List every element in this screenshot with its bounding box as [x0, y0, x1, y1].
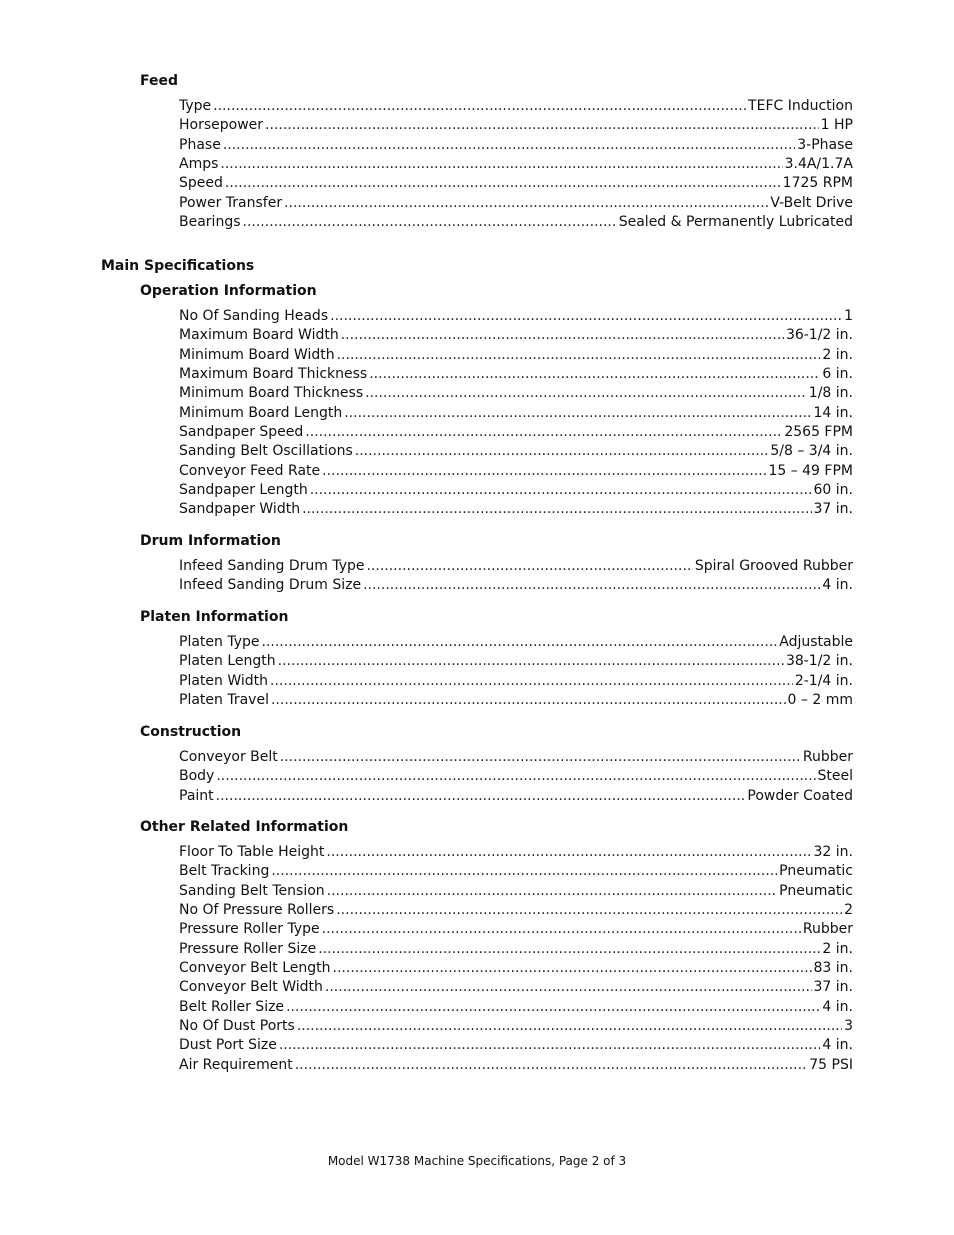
dot-leader	[336, 901, 842, 920]
dot-leader	[223, 136, 795, 155]
spec-label: Sandpaper Speed	[179, 424, 304, 441]
spec-value: Steel	[817, 768, 853, 785]
spec-row	[179, 901, 853, 920]
spec-label: Minimum Board Width	[179, 346, 335, 363]
spec-value: Adjustable	[779, 634, 853, 650]
spec-row	[179, 174, 853, 193]
spec-value: 2 in.	[822, 940, 853, 957]
dot-leader	[216, 787, 746, 806]
spec-label: Conveyor Belt Width	[179, 979, 323, 996]
dot-leader	[322, 920, 801, 939]
spec-label: Pressure Roller Size	[179, 940, 317, 957]
dot-leader	[325, 978, 812, 997]
spec-value: Rubber	[802, 921, 853, 938]
spec-value: 1/8 in.	[808, 385, 853, 402]
spec-row	[179, 136, 853, 155]
spec-label: Air Requirement	[179, 1056, 293, 1073]
dot-leader	[305, 423, 782, 442]
spec-row	[179, 748, 853, 767]
feed-spec-list	[179, 97, 853, 232]
spec-row	[179, 194, 853, 213]
dot-leader	[270, 672, 793, 691]
spec-label: Phase	[179, 136, 221, 153]
drum-spec-list	[179, 557, 853, 596]
spec-label: Infeed Sanding Drum Type	[179, 558, 365, 574]
dot-leader	[279, 1036, 821, 1055]
dot-leader	[344, 404, 811, 423]
dot-leader	[333, 959, 812, 978]
dot-leader	[297, 1017, 842, 1036]
spec-row	[179, 404, 853, 423]
spec-label: Bearings	[179, 214, 241, 231]
spec-value: 15 – 49 FPM	[768, 462, 853, 479]
spec-row	[179, 1036, 853, 1055]
spec-row	[179, 442, 853, 461]
spec-value: 60 in.	[813, 482, 853, 499]
dot-leader	[278, 652, 784, 671]
dot-leader	[318, 940, 820, 959]
spec-value: 83 in.	[813, 960, 853, 977]
spec-label: Minimum Board Length	[179, 404, 343, 421]
spec-value: 37 in.	[813, 501, 853, 518]
operation-spec-list	[179, 307, 853, 520]
dot-leader	[355, 442, 769, 461]
spec-label: Amps	[179, 156, 219, 173]
dot-leader	[302, 500, 811, 519]
spec-label: Conveyor Feed Rate	[179, 462, 321, 479]
spec-label: Platen Width	[179, 672, 269, 689]
spec-value: V-Belt Drive	[770, 194, 853, 211]
spec-label: Power Transfer	[179, 194, 283, 211]
dot-leader	[295, 1056, 808, 1075]
spec-value: 4 in.	[822, 998, 853, 1015]
spec-label: Sanding Belt Tension	[179, 882, 325, 899]
dot-leader	[341, 326, 784, 345]
spec-value: 14 in.	[813, 404, 853, 421]
dot-leader	[286, 998, 820, 1017]
spec-value: 2 in.	[822, 346, 853, 363]
platen-spec-list	[179, 633, 853, 710]
other-spec-list	[179, 843, 853, 1075]
spec-label: Paint	[179, 787, 214, 804]
spec-row	[179, 213, 853, 232]
spec-row	[179, 1017, 853, 1036]
spec-label: No Of Sanding Heads	[179, 308, 329, 324]
spec-value: Pneumatic	[779, 863, 853, 880]
spec-value: 3.4A/1.7A	[784, 156, 853, 173]
spec-row	[179, 633, 853, 652]
dot-leader	[216, 767, 815, 786]
dot-leader	[365, 384, 807, 403]
spec-row	[179, 843, 853, 862]
spec-label: Belt Tracking	[179, 863, 270, 880]
spec-label: Sandpaper Width	[179, 501, 301, 518]
spec-row	[179, 423, 853, 442]
spec-row	[179, 1056, 853, 1075]
spec-label: Maximum Board Width	[179, 327, 339, 344]
spec-row	[179, 346, 853, 365]
feed-heading: Feed	[140, 73, 179, 89]
spec-label: Platen Type	[179, 634, 260, 650]
dot-leader	[327, 882, 777, 901]
spec-value: 3	[844, 1018, 853, 1035]
dot-leader	[262, 633, 778, 652]
spec-row	[179, 672, 853, 691]
spec-row	[179, 500, 853, 519]
spec-label: Platen Length	[179, 653, 276, 670]
spec-value: 1	[844, 308, 853, 324]
spec-label: Sandpaper Length	[179, 482, 308, 499]
spec-value: 2	[844, 902, 853, 919]
spec-value: Rubber	[802, 749, 853, 765]
spec-row	[179, 97, 853, 116]
dot-leader	[330, 307, 842, 326]
dot-leader	[220, 155, 782, 174]
spec-value: 4 in.	[822, 577, 853, 594]
spec-label: No Of Pressure Rollers	[179, 902, 335, 919]
spec-value: Sealed & Permanently Lubricated	[618, 214, 853, 231]
spec-label: No Of Dust Ports	[179, 1018, 295, 1035]
dot-leader	[284, 194, 768, 213]
spec-label: Platen Travel	[179, 692, 269, 709]
dot-leader	[363, 576, 820, 595]
dot-leader	[271, 691, 786, 710]
spec-value: 32 in.	[813, 844, 853, 860]
spec-row	[179, 978, 853, 997]
spec-label: Belt Roller Size	[179, 998, 285, 1015]
spec-row	[179, 691, 853, 710]
spec-row	[179, 940, 853, 959]
spec-value: 6 in.	[822, 366, 853, 383]
spec-label: Conveyor Belt	[179, 749, 278, 765]
construction-heading: Construction	[140, 724, 242, 740]
spec-label: Body	[179, 768, 215, 785]
spec-row	[179, 384, 853, 403]
spec-row	[179, 652, 853, 671]
spec-row	[179, 557, 853, 576]
spec-row	[179, 155, 853, 174]
spec-row	[179, 862, 853, 881]
spec-value: 2565 FPM	[784, 424, 853, 441]
spec-label: Dust Port Size	[179, 1037, 277, 1054]
platen-information-heading: Platen Information	[140, 609, 289, 625]
spec-row	[179, 787, 853, 806]
other-related-information-heading: Other Related Information	[140, 819, 349, 835]
spec-label: Speed	[179, 175, 223, 192]
spec-value: 75 PSI	[809, 1056, 853, 1073]
spec-value: 37 in.	[813, 979, 853, 996]
spec-value: Powder Coated	[747, 787, 853, 804]
spec-row	[179, 920, 853, 939]
dot-leader	[366, 557, 692, 576]
spec-value: 4 in.	[822, 1037, 853, 1054]
dot-leader	[337, 346, 821, 365]
spec-row	[179, 882, 853, 901]
spec-label: Sanding Belt Oscillations	[179, 443, 353, 460]
dot-leader	[280, 748, 801, 767]
dot-leader	[243, 213, 617, 232]
spec-label: Maximum Board Thickness	[179, 366, 368, 383]
spec-value: 2-1/4 in.	[794, 672, 853, 689]
drum-information-heading: Drum Information	[140, 533, 281, 549]
dot-leader	[369, 365, 820, 384]
construction-spec-list	[179, 748, 853, 806]
spec-row	[179, 767, 853, 786]
spec-value: 5/8 – 3/4 in.	[770, 443, 853, 460]
spec-value: 1725 RPM	[782, 175, 853, 192]
spec-value: TEFC Induction	[748, 98, 853, 114]
spec-value: Pneumatic	[779, 882, 853, 899]
spec-row	[179, 116, 853, 135]
dot-leader	[322, 462, 766, 481]
spec-value: 36-1/2 in.	[785, 327, 853, 344]
operation-information-heading: Operation Information	[140, 283, 317, 299]
spec-value: 1 HP	[820, 117, 853, 134]
dot-leader	[271, 862, 777, 881]
main-specifications-heading: Main Specifications	[101, 258, 255, 274]
spec-row	[179, 959, 853, 978]
spec-row	[179, 326, 853, 345]
spec-row	[179, 307, 853, 326]
spec-label: Horsepower	[179, 117, 264, 134]
spec-row	[179, 998, 853, 1017]
spec-label: Infeed Sanding Drum Size	[179, 577, 362, 594]
spec-label: Minimum Board Thickness	[179, 385, 364, 402]
dot-leader	[326, 843, 811, 862]
spec-row	[179, 576, 853, 595]
dot-leader	[213, 97, 746, 116]
spec-label: Type	[179, 98, 212, 114]
dot-leader	[310, 481, 812, 500]
spec-row	[179, 462, 853, 481]
dot-leader	[265, 116, 819, 135]
spec-label: Conveyor Belt Length	[179, 960, 331, 977]
spec-value: 3-Phase	[797, 136, 853, 153]
spec-row	[179, 481, 853, 500]
page-footer: Model W1738 Machine Specifications, Page 2 of 3	[327, 1154, 627, 1168]
spec-value: 38-1/2 in.	[785, 653, 853, 670]
spec-label: Pressure Roller Type	[179, 921, 320, 938]
spec-label: Floor To Table Height	[179, 844, 325, 860]
spec-value: 0 – 2 mm	[787, 692, 853, 709]
spec-row	[179, 365, 853, 384]
dot-leader	[225, 174, 781, 193]
spec-value: Spiral Grooved Rubber	[694, 558, 853, 574]
